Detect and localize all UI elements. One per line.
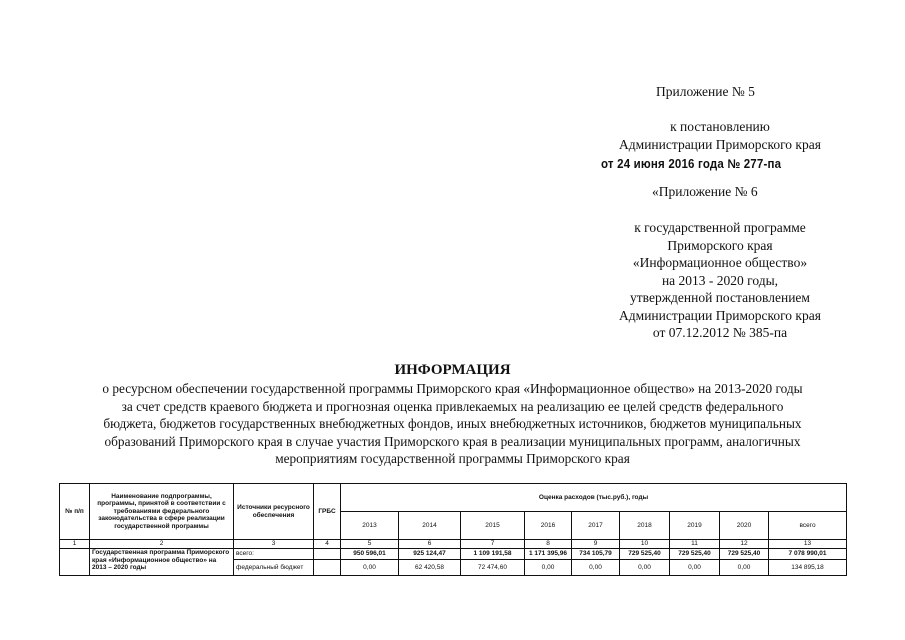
- value-cell: 0,00: [572, 560, 620, 576]
- year-header: всего: [769, 512, 847, 540]
- resolution-line: к постановлению: [670, 119, 770, 134]
- grbs-cell: [314, 549, 341, 560]
- table-row: [60, 549, 847, 560]
- document-description: [20, 380, 885, 468]
- value-cell: 0,00: [341, 560, 399, 576]
- description-line: о ресурсном обеспечении государственной программы Приморского края «Информационное общество» на 2013-2020 годы: [102, 381, 803, 396]
- value-cell: 0,00: [720, 560, 769, 576]
- value-cell: 0,00: [620, 560, 670, 576]
- value-cell: 925 124,47: [399, 549, 461, 560]
- description-line: за счет средств краевого бюджета и прогнозная оценка привлекаемых на реализацию ее целей средств федерального: [121, 398, 784, 414]
- col-header-sources: Источники ресурсного обеспечения: [234, 484, 314, 540]
- value-cell: 7 078 990,01: [769, 549, 847, 560]
- value-cell: 734 105,79: [572, 549, 620, 560]
- description-line: образований Приморского края в случае участия Приморского края в реализации муниципальных программ, аналогичных: [104, 433, 801, 449]
- col-header-estimate: Оценка расходов (тыс.руб.), годы: [341, 484, 847, 512]
- program-line: Администрации Приморского края: [619, 307, 821, 323]
- value-cell: 62 420,58: [399, 560, 461, 576]
- column-number: 4: [314, 540, 341, 549]
- column-number: 3: [234, 540, 314, 549]
- year-header: 2020: [720, 512, 769, 540]
- appendix-6-heading: «Приложение № 6: [652, 184, 758, 199]
- value-cell: 950 596,01: [341, 549, 399, 560]
- year-header: 2014: [399, 512, 461, 540]
- source-cell: федеральный бюджет: [234, 560, 314, 576]
- program-line: утвержденной постановлением: [630, 290, 810, 305]
- year-header: 2013: [341, 512, 399, 540]
- column-number: 10: [620, 540, 670, 549]
- value-cell: 1 109 191,58: [461, 549, 525, 560]
- col-header-number: № п/п: [60, 484, 90, 540]
- column-number: 8: [525, 540, 572, 549]
- column-number: 5: [341, 540, 399, 549]
- value-cell: 0,00: [670, 560, 720, 576]
- source-cell: всего:: [234, 549, 314, 560]
- resolution-reference: [590, 118, 850, 153]
- grbs-cell: [314, 560, 341, 576]
- description-line: бюджета, бюджетов государственных внебюджетных фондов, иных внебюджетных источников, бюджетов муниципальных: [103, 416, 802, 431]
- col-header-grbs: ГРБС: [314, 484, 341, 540]
- value-cell: 729 525,40: [620, 549, 670, 560]
- year-header: 2018: [620, 512, 670, 540]
- program-line: на 2013 - 2020 годы,: [661, 272, 779, 288]
- year-header: 2015: [461, 512, 525, 540]
- column-number: 13: [769, 540, 847, 549]
- value-cell: 729 525,40: [720, 549, 769, 560]
- program-line: к государственной программе: [634, 220, 806, 235]
- document-title: ИНФОРМАЦИЯ: [394, 362, 511, 378]
- resource-table: [59, 483, 847, 576]
- value-cell: 72 474,60: [461, 560, 525, 576]
- program-line: от 07.12.2012 № 385-па: [652, 325, 788, 340]
- column-number: 7: [461, 540, 525, 549]
- value-cell: 0,00: [525, 560, 572, 576]
- year-header: 2017: [572, 512, 620, 540]
- resolution-line: Администрации Приморского края: [619, 136, 821, 152]
- column-number: 9: [572, 540, 620, 549]
- col-header-name: Наименование подпрограммы, программы, принятой в соответствии с требованиями федерального законодательства в сфере реализации государственной программы: [90, 484, 234, 540]
- description-line: мероприятиям государственной программы Приморского края: [275, 451, 630, 466]
- column-number: 11: [670, 540, 720, 549]
- value-cell: 729 525,40: [670, 549, 720, 560]
- year-header: 2019: [670, 512, 720, 540]
- value-cell: 1 171 395,96: [525, 549, 572, 560]
- column-number: 2: [90, 540, 234, 549]
- program-name-cell: Государственная программа Приморского края «Информационное общество» на 2013 – 2020 годы: [90, 549, 234, 576]
- program-line: Приморского края: [667, 237, 773, 253]
- column-number: 12: [720, 540, 769, 549]
- row-number-cell: [60, 549, 90, 576]
- appendix-number: Приложение № 5: [656, 84, 755, 99]
- resolution-date-stamp: от 24 июня 2016 года № 277-па: [601, 157, 782, 171]
- column-number: 6: [399, 540, 461, 549]
- value-cell: 134 895,18: [769, 560, 847, 576]
- program-reference: [590, 219, 850, 342]
- program-line: «Информационное общество»: [632, 255, 808, 270]
- year-header: 2016: [525, 512, 572, 540]
- column-number: 1: [60, 540, 90, 549]
